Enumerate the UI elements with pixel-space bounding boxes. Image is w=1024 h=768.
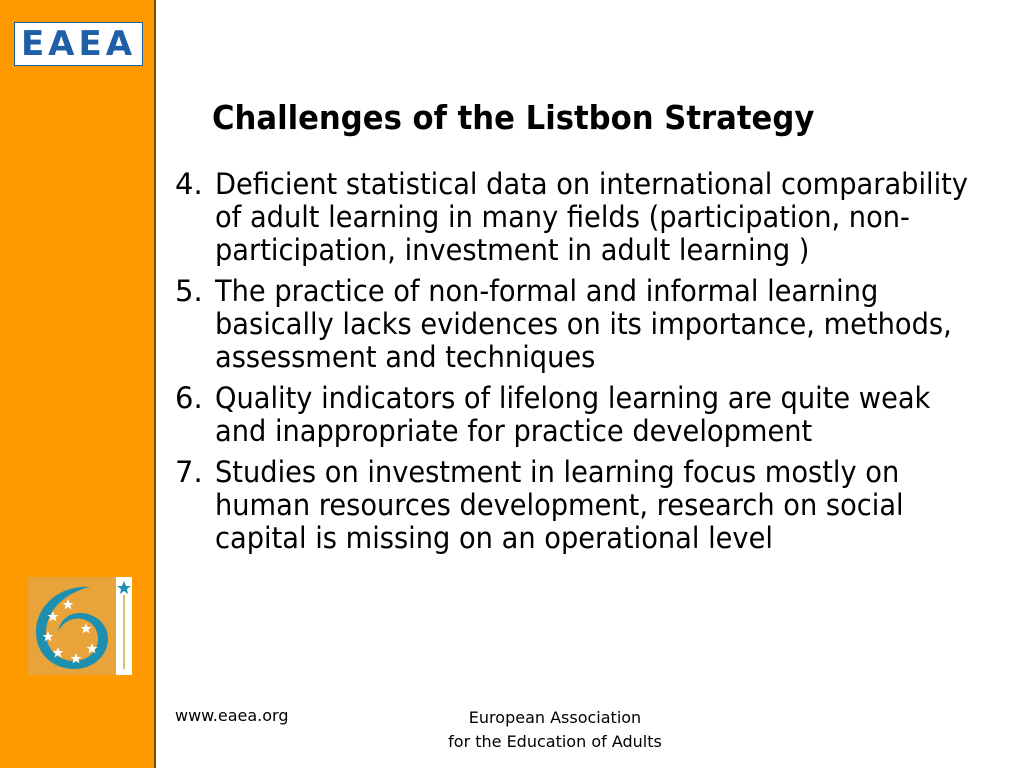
item-text: Deficient statistical data on international comparability of adult learning in many fields (participation, non-participation, investment in adult learning ) [215, 167, 969, 267]
sidebar [0, 0, 156, 768]
organization-name [420, 706, 690, 754]
org-line-1: European Association [468, 708, 642, 727]
slide-title: Challenges of the Listbon Strategy [212, 98, 815, 137]
org-line-2: for the Education of Adults [448, 732, 662, 751]
item-number: 5. [175, 274, 203, 308]
item-number: 7. [175, 455, 203, 489]
item-number: 6. [175, 381, 203, 415]
website-link: www.eaea.org [175, 706, 289, 725]
item-text: The practice of non-formal and informal learning basically lacks evidences on its importance, methods, assessment and techniques [215, 274, 952, 374]
grundtvig-emblem-icon [28, 577, 132, 675]
item-text: Studies on investment in learning focus mostly on human resources development, research on social capital is missing on an operational level [215, 455, 904, 555]
logo-text: EAEA [20, 24, 137, 64]
list-item [175, 275, 1020, 374]
eaea-logo [14, 22, 143, 66]
item-text: Quality indicators of lifelong learning are quite weak and inappropriate for practice development [215, 381, 931, 448]
challenge-list [175, 168, 1020, 563]
item-number: 4. [175, 167, 203, 201]
list-item [175, 168, 1020, 267]
list-item [175, 382, 1020, 448]
list-item [175, 456, 1020, 555]
